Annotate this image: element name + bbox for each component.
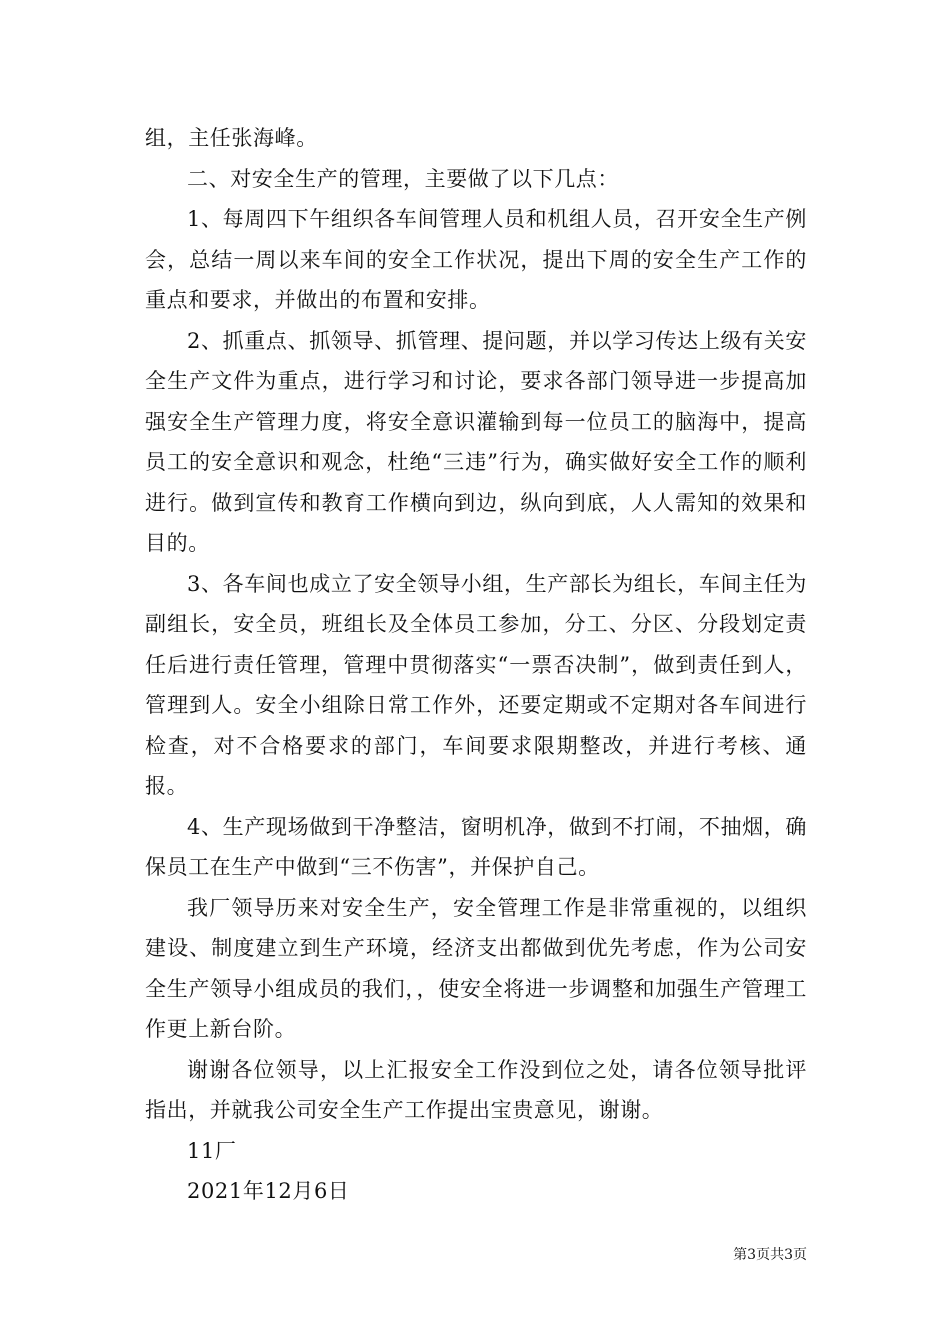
paragraph-item-2: 2、抓重点、抓领导、抓管理、提问题，并以学习传达上级有关安全生产文件为重点，进行学习和讨论，要求各部门领导进一步提高加强安全生产管理力度，将安全意识灌输到每一位员工的脑海中，提高员工的安全意识和观念，杜绝“三违”行为，确实做好安全工作的顺利进行。做到宣传和教育工作横向到边，纵向到底，人人需知的效果和目的。 xyxy=(145,328,807,555)
paragraph-item-1: 1、每周四下午组织各车间管理人员和机组人员，召开安全生产例会，总结一周以来车间的安全工作状况，提出下周的安全生产工作的重点和要求，并做出的布置和安排。 xyxy=(145,207,807,312)
signature: 11厂 xyxy=(187,1138,237,1163)
paragraph-summary: 我厂领导历来对安全生产，安全管理工作是非常重视的，以组织建设、制度建立到生产环境，经济支出都做到优先考虑，作为公司安全生产领导小组成员的我们，，使安全将进一步调整和加强生产管理工作更上新台阶。 xyxy=(145,895,807,1041)
paragraph-item-4: 4、生产现场做到干净整洁，窗明机净，做到不打闹，不抽烟，确保员工在生产中做到“三不伤害”，并保护自己。 xyxy=(145,814,807,879)
paragraph-continuation: 组，主任张海峰。 xyxy=(145,126,318,150)
paragraph-closing: 谢谢各位领导，以上汇报安全工作没到位之处，请各位领导批评指出，并就我公司安全生产工作提出宝贵意见，谢谢。 xyxy=(145,1057,807,1122)
document-body xyxy=(145,118,807,1212)
section-heading-safety-management: 二、对安全生产的管理，主要做了以下几点： xyxy=(187,166,619,191)
paragraph-item-3: 3、各车间也成立了安全领导小组，生产部长为组长，车间主任为副组长，安全员，班组长及全体员工参加，分工、分区、分段划定责任后进行责任管理，管理中贯彻落实“一票否决制”，做到责任到人，管理到人。安全小组除日常工作外，还要定期或不定期对各车间进行检查，对不合格要求的部门，车间要求限期整改，并进行考核、通报。 xyxy=(145,571,807,798)
page-number: 第3页共3页 xyxy=(733,1247,807,1263)
date: 2021年12月6日 xyxy=(187,1179,350,1203)
